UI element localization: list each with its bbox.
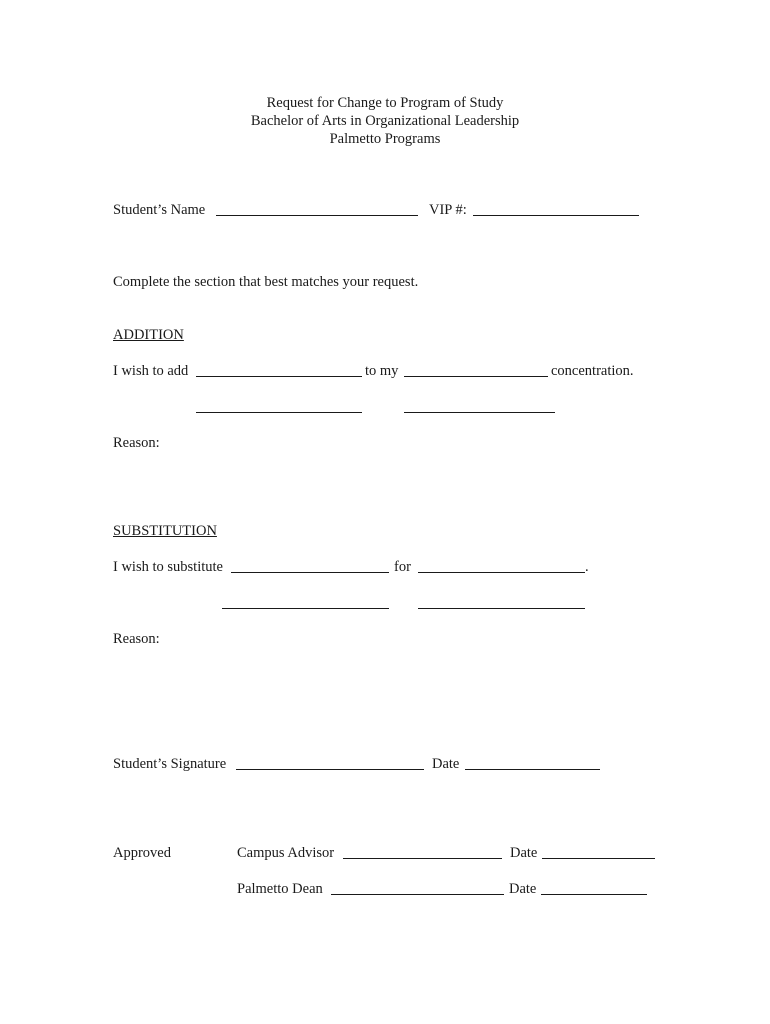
substitution-reason-label: Reason: <box>113 631 160 647</box>
substitute-course-field-2[interactable] <box>222 608 389 609</box>
form-title: Request for Change to Program of Study <box>266 95 504 111</box>
signature-date-field[interactable] <box>465 769 600 770</box>
approved-label: Approved <box>113 845 171 861</box>
advisor-date-label: Date <box>510 845 538 861</box>
signature-field[interactable] <box>236 769 424 770</box>
signature-date-label: Date <box>432 756 460 772</box>
student-name-label: Student’s Name <box>113 202 206 218</box>
addition-concentration-field[interactable] <box>404 376 548 377</box>
program-title: Bachelor of Arts in Organizational Leadership <box>250 113 520 129</box>
program-subtitle: Palmetto Programs <box>329 131 441 147</box>
addition-middle: to my <box>365 363 399 379</box>
vip-label: VIP #: <box>429 202 467 218</box>
addition-course-field[interactable] <box>196 376 362 377</box>
addition-reason-label: Reason: <box>113 435 160 451</box>
substitute-course-field[interactable] <box>231 572 389 573</box>
dean-date-field[interactable] <box>541 894 647 895</box>
addition-heading: ADDITION <box>113 327 184 343</box>
replaced-course-field[interactable] <box>418 572 585 573</box>
dean-date-label: Date <box>509 881 537 897</box>
substitution-heading: SUBSTITUTION <box>113 523 217 539</box>
instructions-text: Complete the section that best matches your request. <box>113 274 419 290</box>
addition-course-field-2[interactable] <box>196 412 362 413</box>
replaced-course-field-2[interactable] <box>418 608 585 609</box>
vip-field[interactable] <box>473 215 639 216</box>
addition-suffix: concentration. <box>551 363 634 379</box>
advisor-date-field[interactable] <box>542 858 655 859</box>
substitution-prefix: I wish to substitute <box>113 559 223 575</box>
student-name-field[interactable] <box>216 215 418 216</box>
campus-advisor-field[interactable] <box>343 858 502 859</box>
substitution-middle: for <box>394 559 411 575</box>
substitution-suffix: . <box>585 559 589 575</box>
palmetto-dean-label: Palmetto Dean <box>237 881 323 897</box>
campus-advisor-label: Campus Advisor <box>237 845 335 861</box>
addition-concentration-field-2[interactable] <box>404 412 555 413</box>
addition-prefix: I wish to add <box>113 363 189 379</box>
palmetto-dean-field[interactable] <box>331 894 504 895</box>
signature-label: Student’s Signature <box>113 756 227 772</box>
